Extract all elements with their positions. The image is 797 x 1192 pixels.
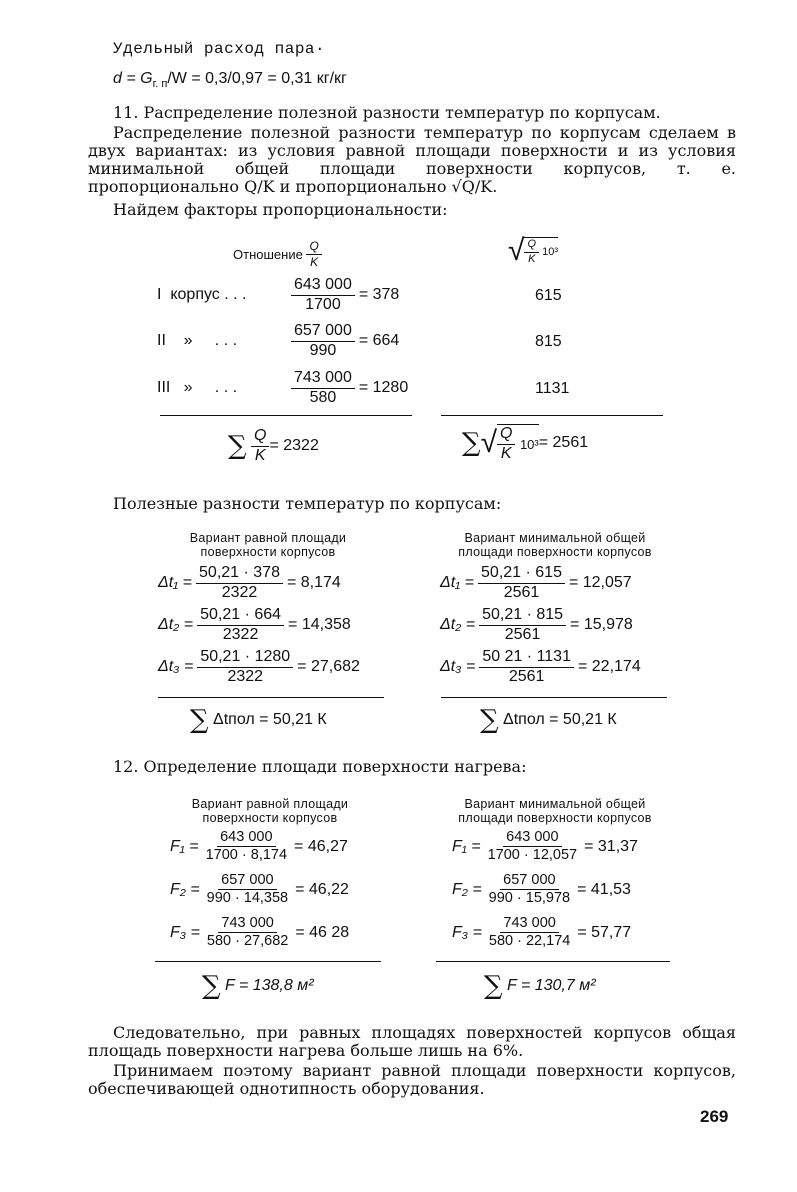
dt-sum-right — [480, 707, 617, 733]
variant-min-heading: Вариант минимальной общей площади поверхности корпусов — [458, 531, 652, 559]
section-12-heading: 12. Определение площади поверхности нагрева: — [113, 757, 527, 776]
sqrt-rule — [441, 415, 663, 416]
dt-right-row-result: = 15,978 — [570, 616, 633, 634]
f-sum-left — [202, 973, 314, 999]
f-right-row-fraction — [486, 873, 573, 906]
dt-left-row-fraction — [196, 565, 283, 602]
f-right-row-denominator: 990 · 15,978 — [488, 890, 571, 907]
dt-right-rule — [441, 697, 667, 698]
sqrt-header-radicand — [524, 237, 558, 265]
ratio-sum-num: Q — [251, 428, 269, 447]
f-left-rule — [155, 961, 381, 962]
ratio-sum-sigma: ∑ — [228, 431, 247, 462]
dt-left-row-numerator: 50,21 · 664 — [197, 607, 284, 626]
factors-line: Найдем факторы пропорциональности: — [113, 200, 448, 219]
sqrt-sum-fraction — [497, 426, 515, 463]
ratio-row-fraction — [291, 370, 355, 407]
sqrt-header-radical: √ — [508, 234, 525, 267]
dt-left-row-label: Δt₂ = — [158, 616, 194, 634]
ratio-row-denominator: 1700 — [305, 295, 341, 313]
ratio-row-denominator: 580 — [309, 388, 337, 406]
f-left-row-denominator: 990 · 14,358 — [206, 890, 289, 907]
sqrt-header-fraction — [524, 239, 539, 265]
dt-right-row-fraction — [479, 649, 574, 686]
sqrt-sum-den: K — [500, 444, 512, 462]
dt-right-row-fraction — [478, 565, 565, 602]
f-right-row-denominator: 580 · 22,174 — [488, 933, 571, 950]
f-left-row-label: F₂ = — [170, 880, 200, 898]
f-right-rule — [436, 961, 670, 962]
dt-sum-left-sigma: ∑ — [190, 705, 209, 735]
ratio-row-result: = 664 — [358, 332, 400, 350]
section-11-paragraph: Распределение полезной разности температур по корпусам сделаем в двух вариантах: из условия равной площади поверхности и из условия минимальной общей площади поверхности корпусов, т. е. пропорционально Q/K и пропорционально √Q/K. — [88, 123, 736, 196]
f-left-row-result: = 46 28 — [295, 923, 350, 941]
f-left-row — [170, 830, 348, 863]
dt-right-row — [440, 607, 633, 644]
dt-right-row-label: Δt₃ = — [440, 658, 476, 676]
ratio-header-label: Отношение — [233, 246, 303, 262]
ratio-row — [157, 277, 399, 314]
dt-right-row-label: Δt₂ = — [440, 616, 476, 634]
dt-left-rule — [158, 697, 384, 698]
ratio-row-fraction — [291, 323, 355, 360]
intro-formula-g: = G — [126, 70, 153, 87]
f-left-row — [170, 916, 349, 949]
dt-left-row-result: = 14,358 — [288, 616, 351, 634]
f-right-row-label: F₂ = — [452, 880, 482, 898]
section-11-heading: 11. Распределение полезной разности температур по корпусам. — [113, 103, 661, 122]
sqrt-header-mult: 10³ — [542, 246, 558, 258]
f-right-row-result: = 31,37 — [584, 837, 638, 855]
f-left-row-fraction — [204, 916, 291, 949]
ratio-header-fraction — [306, 240, 321, 268]
variant-equal-heading-2: Вариант равной площади поверхности корпусов — [191, 797, 349, 825]
dt-right-row-denominator: 2561 — [508, 667, 545, 685]
sqrt-sum-num: Q — [497, 426, 515, 445]
f-sum-right-text: F = 130,7 м² — [507, 977, 596, 994]
f-right-row-numerator: 743 000 — [500, 916, 558, 933]
ratio-sum-den: K — [254, 446, 266, 464]
sqrt-header-num: Q — [524, 239, 539, 253]
dt-sum-left-text: Δtпол = 50,21 К — [213, 711, 327, 728]
dt-right-row-result: = 22,174 — [577, 658, 641, 676]
intro-formula-sub: г. п — [152, 78, 168, 91]
ratio-row-result: = 1280 — [358, 379, 409, 397]
f-left-row-numerator: 657 000 — [218, 873, 276, 890]
ratio-row-label: II » . . . — [157, 332, 238, 350]
ratio-sum-fraction — [251, 428, 269, 465]
dt-left-row-denominator: 2322 — [222, 625, 259, 643]
dt-left-row-numerator: 50,21 · 1280 — [197, 649, 293, 668]
ratio-row — [157, 323, 399, 360]
dt-left-row-label: Δt₃ = — [158, 658, 194, 676]
intro-formula — [113, 70, 347, 90]
dt-left-row — [158, 565, 341, 602]
f-sum-right — [484, 973, 596, 999]
f-left-row-fraction — [203, 830, 290, 863]
variant-equal-heading: Вариант равной площади поверхности корпусов — [189, 531, 347, 559]
f-right-row-denominator: 1700 · 12,057 — [487, 847, 578, 864]
dt-left-row-numerator: 50,21 · 378 — [196, 565, 283, 584]
dt-right-row-denominator: 2561 — [504, 625, 541, 643]
dt-left-row-label: Δt₁ = — [158, 574, 193, 592]
dt-sum-right-text: Δtпол = 50,21 К — [503, 711, 617, 728]
sqrt-header-den: K — [528, 252, 536, 265]
f-left-row — [170, 873, 349, 906]
f-sum-right-sigma: ∑ — [484, 971, 503, 1001]
intro-formula-d: d — [113, 70, 122, 87]
f-right-row — [452, 830, 638, 863]
dt-sum-left — [190, 707, 327, 733]
dt-right-row — [440, 649, 641, 686]
dt-left-row — [158, 607, 351, 644]
f-right-row — [452, 916, 631, 949]
ratio-row-numerator: 643 000 — [291, 277, 355, 296]
ratio-row-denominator: 990 — [309, 341, 337, 359]
sqrt-value: 1131 — [535, 380, 570, 397]
dt-right-row-numerator: 50 21 · 1131 — [479, 649, 574, 668]
dt-right-row-denominator: 2561 — [503, 583, 540, 601]
ratio-header-den: K — [310, 254, 319, 269]
f-right-row-fraction — [485, 830, 581, 863]
f-sum-left-text: F = 138,8 м² — [225, 977, 314, 994]
page-number: 269 — [700, 1107, 729, 1126]
sqrt-value: 815 — [535, 333, 562, 350]
ratio-sum-value: = 2322 — [269, 437, 319, 455]
f-right-row-result: = 41,53 — [577, 880, 631, 898]
dt-right-row-numerator: 50,21 · 615 — [478, 565, 565, 584]
ratio-sum — [228, 428, 319, 465]
f-right-row-label: F₁ = — [452, 837, 481, 855]
ratio-header-num: Q — [306, 240, 321, 255]
useful-line: Полезные разности температур по корпусам: — [113, 494, 502, 513]
dt-left-row-fraction — [197, 607, 284, 644]
f-left-row-label: F₁ = — [170, 837, 199, 855]
sqrt-sum-value: = 2561 — [538, 434, 589, 452]
dt-right-row-fraction — [479, 607, 566, 644]
f-left-row-numerator: 743 000 — [218, 916, 276, 933]
sqrt-value: 615 — [535, 287, 562, 304]
f-left-row-numerator: 643 000 — [217, 830, 275, 847]
f-left-row-denominator: 580 · 27,682 — [206, 933, 289, 950]
conclusion-paragraph-1: Следовательно, при равных площадях поверхностей корпусов общая площадь поверхности нагрева больше лишь на 6%. — [88, 1023, 736, 1060]
ratio-row-numerator: 657 000 — [291, 323, 355, 342]
f-left-row-denominator: 1700 · 8,174 — [205, 847, 288, 864]
dt-left-row-result: = 27,682 — [297, 658, 360, 676]
f-left-row-result: = 46,22 — [295, 880, 349, 898]
dt-right-row-numerator: 50,21 · 815 — [479, 607, 566, 626]
ratio-row-numerator: 743 000 — [291, 370, 355, 389]
dt-left-row-denominator: 2322 — [227, 667, 264, 685]
f-right-row-fraction — [486, 916, 573, 949]
f-right-row-numerator: 657 000 — [500, 873, 558, 890]
sqrt-sum-mult: 10³ — [519, 436, 539, 452]
dt-left-row-denominator: 2322 — [221, 583, 258, 601]
f-left-row-fraction — [204, 873, 291, 906]
ratio-row-fraction — [291, 277, 355, 314]
dt-left-row-fraction — [197, 649, 293, 686]
dt-right-row-label: Δt₁ = — [440, 574, 475, 592]
ratio-row-label: III » . . . — [157, 379, 238, 397]
f-right-row-numerator: 643 000 — [503, 830, 561, 847]
f-right-row-result: = 57,77 — [577, 923, 632, 941]
f-sum-left-sigma: ∑ — [202, 971, 221, 1001]
sqrt-sum-radical: √ — [480, 426, 498, 460]
f-right-row — [452, 873, 631, 906]
ratio-row-label: I корпус . . . — [157, 286, 247, 304]
ratio-header — [233, 240, 322, 268]
dt-left-row — [158, 649, 360, 686]
f-left-row-label: F₃ = — [170, 923, 200, 941]
variant-min-heading-2: Вариант минимальной общей площади поверхности корпусов — [458, 797, 652, 825]
intro-line: Удельный расход пара· — [113, 40, 326, 58]
f-left-row-result: = 46,27 — [294, 837, 348, 855]
sqrt-sum-radicand — [497, 424, 539, 463]
dt-sum-right-sigma: ∑ — [480, 705, 499, 735]
intro-formula-rest: /W = 0,3/0,97 = 0,31 кг/кг — [167, 70, 347, 87]
ratio-rule — [160, 415, 412, 416]
f-right-row-label: F₃ = — [452, 923, 482, 941]
sqrt-sum-sigma: ∑ — [462, 428, 481, 459]
sqrt-sum — [462, 424, 588, 463]
dt-right-row — [440, 565, 632, 602]
dt-right-row-result: = 12,057 — [568, 574, 632, 592]
dt-left-row-result: = 8,174 — [286, 574, 341, 592]
conclusion-paragraph-2: Принимаем поэтому вариант равной площади поверхности корпусов, обеспечивающей однотипность оборудования. — [88, 1061, 736, 1098]
sqrt-header — [508, 236, 558, 266]
ratio-row-result: = 378 — [358, 286, 400, 304]
ratio-row — [157, 370, 408, 407]
